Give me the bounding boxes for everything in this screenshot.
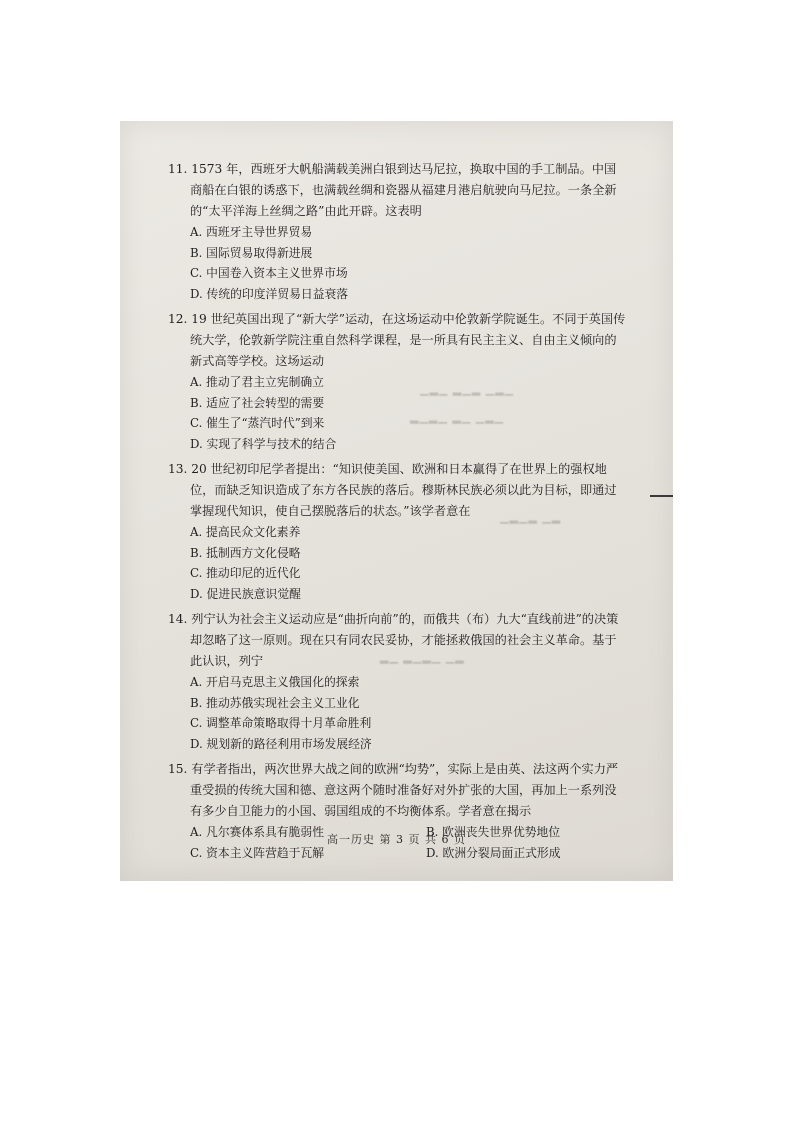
question-stem: 12. 19 世纪英国出现了“新大学”运动，在这场运动中伦敦新学院诞生。不同于英国传统大学，伦敦新学院注重自然科学课程，是一所具有民主主义、自由主义倾向的新式高等学校。这场运动 xyxy=(168,312,626,368)
question-stem: 14. 列宁认为社会主义运动应是“曲折向前”的，而俄共（布）九大“直线前进”的决策却忽略了这一原则。现在只有同农民妥协，才能拯救俄国的社会主义革命。基于此认识，列宁 xyxy=(168,612,619,668)
edge-line-mark xyxy=(650,495,673,497)
question-stem: 11. 1573 年，西班牙大帆船满载美洲白银到达马尼拉，换取中国的手工制品。中国商船在白银的诱惑下，也满载丝绸和瓷器从福建月港启航驶向马尼拉。一条全新的“太平洋海上丝绸之路”由此开辟。这表明 xyxy=(168,162,617,218)
question-11 xyxy=(168,159,628,304)
option-d: D. 规划新的路径利用市场发展经济 xyxy=(190,736,372,751)
option-a: A. 开启马克思主义俄国化的探索 xyxy=(190,675,360,689)
option-b: B. 适应了社会转型的需要 xyxy=(190,395,325,410)
option-a: A. 提高民众文化素养 xyxy=(190,525,301,539)
bleed-through-text: ▂▁▂▁ ▂▁ ▁▂▁ xyxy=(410,411,505,424)
option-c: C. 中国卷入资本主义世界市场 xyxy=(190,266,348,280)
question-stem: 13. 20 世纪初印尼学者提出：“知识使美国、欧洲和日本赢得了在世界上的强权地位，而缺乏知识造成了东方各民族的落后。穆斯林民族必须以此为目标，即通过掌握现代知识，使自己摆脱落后的状态。”该学者意在 xyxy=(168,462,617,518)
bleed-through-text: ▁▂▁▂ ▁▂ xyxy=(500,511,562,524)
option-a: A. 凡尔赛体系具有脆弱性 xyxy=(190,825,324,839)
question-12 xyxy=(168,309,628,454)
option-b: B. 国际贸易取得新进展 xyxy=(190,245,313,260)
question-list xyxy=(168,159,628,868)
option-a: A. 西班牙主导世界贸易 xyxy=(190,225,313,239)
question-14 xyxy=(168,609,628,754)
bleed-through-text: ▂▁ ▂▁▂▁ ▁▂ xyxy=(380,651,465,664)
photographed-page xyxy=(120,121,673,881)
option-c: C. 资本主义阵营趋于瓦解 xyxy=(190,845,325,860)
option-c: C. 催生了“蒸汽时代”到来 xyxy=(190,416,325,430)
option-d: D. 促进民族意识觉醒 xyxy=(190,586,301,601)
option-d: D. 实现了科学与技术的结合 xyxy=(190,436,337,451)
option-c: C. 推动印尼的近代化 xyxy=(190,566,301,580)
page-footer: 高一历史 第 3 页 共 6 页 xyxy=(327,833,466,846)
option-d: D. 传统的印度洋贸易日益衰落 xyxy=(190,286,349,301)
option-b: B. 抵制西方文化侵略 xyxy=(190,545,301,560)
option-a: A. 推动了君主立宪制确立 xyxy=(190,375,324,389)
question-15 xyxy=(168,759,628,863)
option-d: D. 欧洲分裂局面正式形成 xyxy=(426,845,561,860)
option-c: C. 调整革命策略取得十月革命胜利 xyxy=(190,716,372,730)
question-13 xyxy=(168,459,628,604)
option-b: B. 推动苏俄实现社会主义工业化 xyxy=(190,695,360,710)
question-stem: 15. 有学者指出，两次世界大战之间的欧洲“均势”，实际上是由英、法这两个实力严重受损的传统大国和德、意这两个随时准备好对外扩张的大国，再加上一系列没有多少自卫能力的小国、弱国组成的不均衡体系。学者意在揭示 xyxy=(168,762,619,818)
option-b: B. 欧洲丧失世界优势地位 xyxy=(426,825,561,839)
bleed-through-text: ▁▂▁ ▂▁▂ ▁▂▁ xyxy=(420,383,515,396)
